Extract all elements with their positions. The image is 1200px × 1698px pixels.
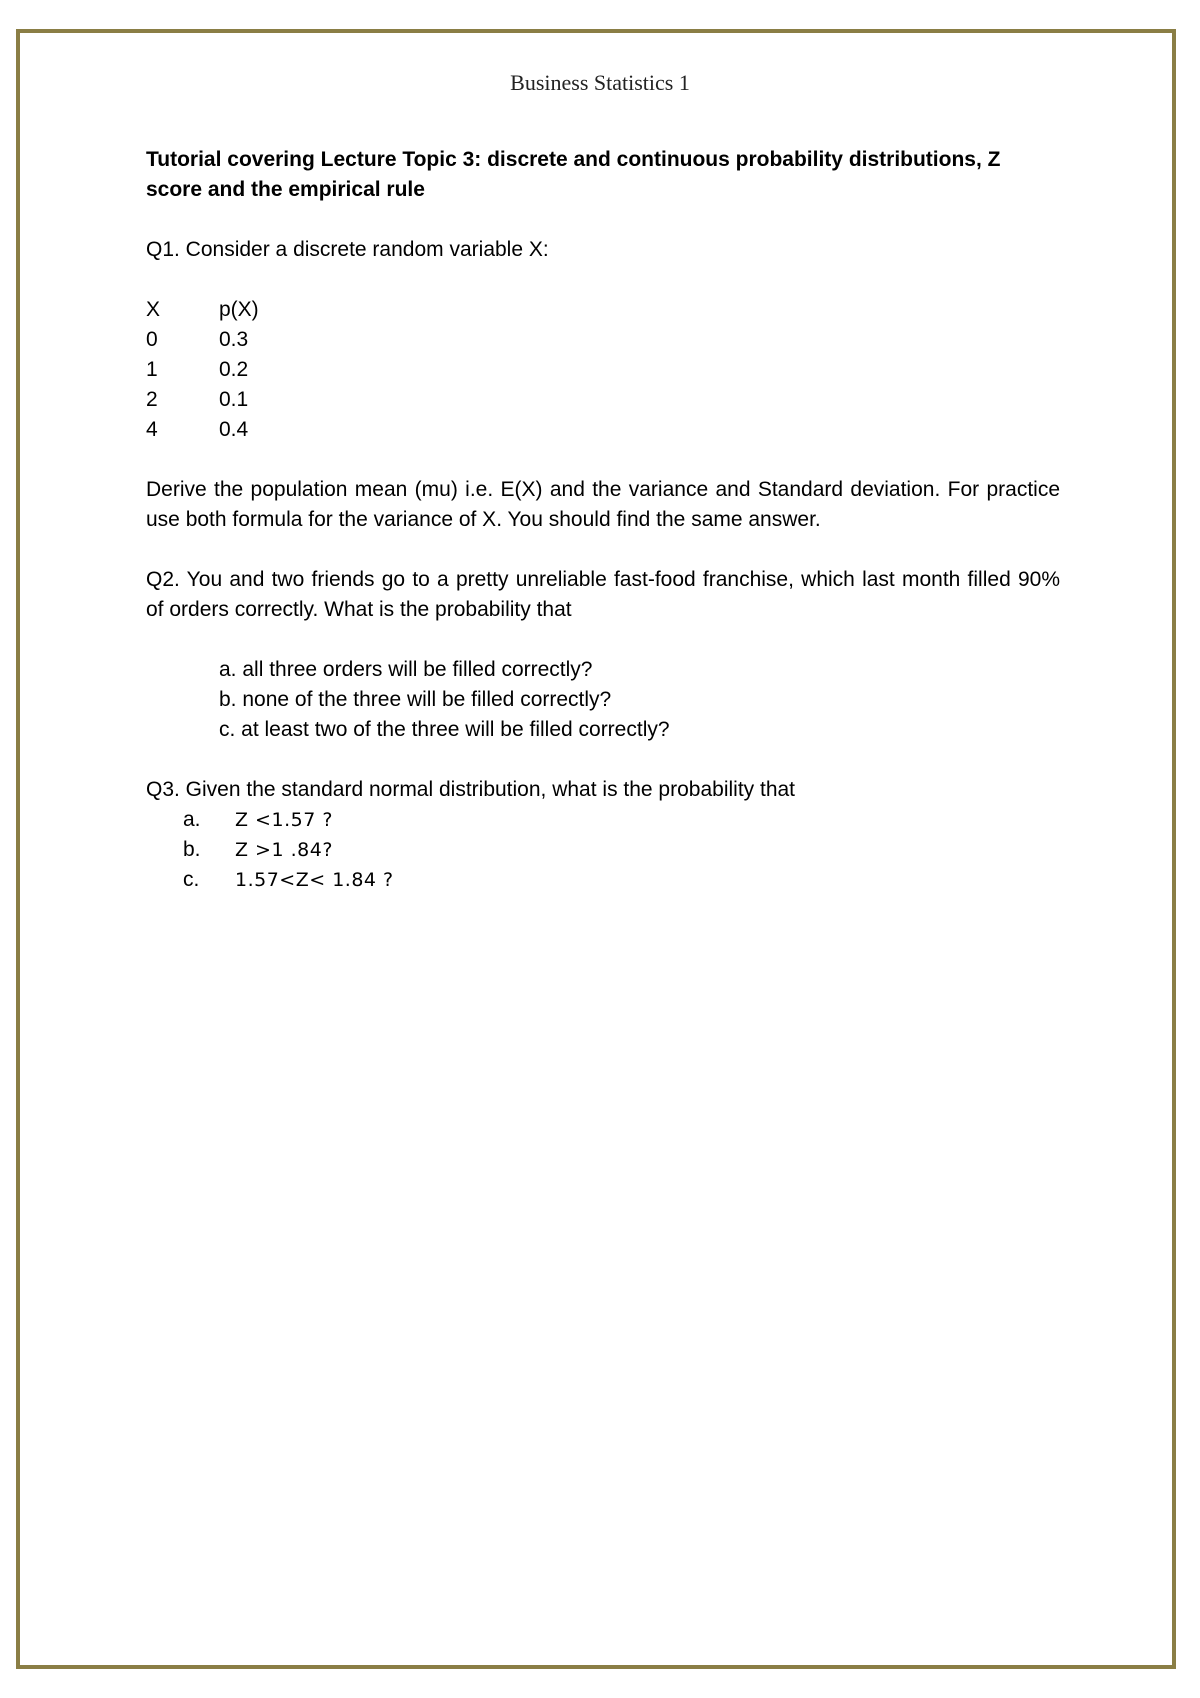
table-cell-x: 0 (146, 328, 158, 351)
table-cell-px: 0.1 (219, 388, 249, 411)
q1-intro: Q1. Consider a discrete random variable X: (146, 238, 549, 261)
q3-item-letter: a. (183, 808, 201, 831)
q3-item-expression: 1.57<Z< 1.84 ? (235, 869, 394, 891)
q3-item-letter: b. (183, 838, 201, 861)
table-cell-px: 0.3 (219, 328, 249, 351)
table-row (146, 415, 1060, 445)
tutorial-title: Tutorial covering Lecture Topic 3: discrete and continuous probability distributions, Z score and the empirical rule (146, 148, 1001, 201)
q3-item-expression: Z <1.57 ? (235, 809, 333, 831)
table-cell-px: 0.4 (219, 418, 249, 441)
list-item: c. at least two of the three will be filled correctly? (219, 718, 670, 741)
q1-instruction: Derive the population mean (mu) i.e. E(X) and the variance and Standard deviation. For practice use both formula for the variance of X. You should find the same answer. (146, 478, 1060, 531)
q3-item-letter: c. (183, 868, 200, 891)
list-item: b. none of the three will be filled correctly? (219, 688, 612, 711)
table-cell-px: 0.2 (219, 358, 249, 381)
page-header: Business Statistics 1 (510, 70, 690, 95)
q3-intro: Q3. Given the standard normal distribution, what is the probability that (146, 778, 796, 801)
list-item (146, 865, 1060, 895)
q2-items (219, 655, 1060, 745)
table-row (146, 385, 1060, 415)
q1-probability-table (146, 295, 1060, 445)
table-header-px: p(X) (219, 298, 259, 321)
table-row (146, 355, 1060, 385)
table-cell-x: 2 (146, 388, 158, 411)
q2-intro: Q2. You and two friends go to a pretty unreliable fast-food franchise, which last month filled 90% of orders correctly. What is the probability that (146, 568, 1060, 621)
q3-item-expression: Z >1 .84? (235, 839, 333, 861)
table-row (146, 325, 1060, 355)
table-header-row (146, 295, 1060, 325)
document-body (146, 145, 1060, 895)
list-item (146, 805, 1060, 835)
list-item: a. all three orders will be filled correctly? (219, 658, 593, 681)
table-cell-x: 1 (146, 358, 158, 381)
list-item (146, 835, 1060, 865)
table-header-x: X (146, 298, 161, 321)
table-cell-x: 4 (146, 418, 158, 441)
q3-items (146, 805, 1060, 895)
